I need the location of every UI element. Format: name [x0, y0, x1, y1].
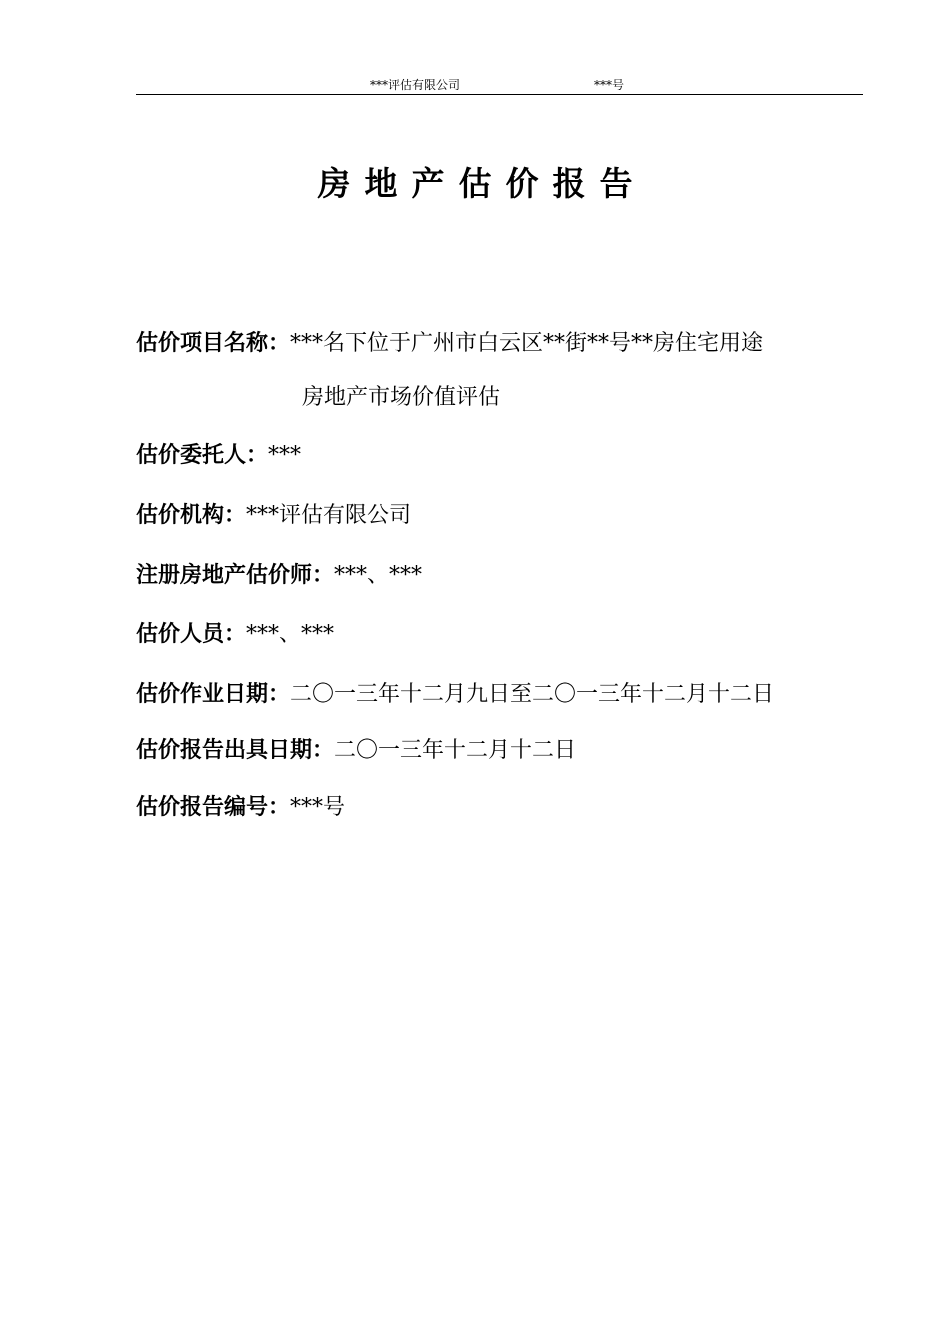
field-project-name [136, 328, 866, 359]
field-label: 估价报告编号： [136, 794, 291, 820]
field-institution [136, 500, 866, 531]
field-value: ***、*** [246, 622, 335, 647]
field-registered-appraiser [136, 560, 866, 591]
field-value: ***号 [290, 795, 346, 820]
field-label: 估价报告出具日期： [136, 737, 335, 763]
field-issue-date [136, 735, 866, 766]
field-project-name-continuation: 房地产市场价值评估 [302, 385, 501, 410]
field-work-date [136, 679, 866, 710]
field-label: 估价人员： [136, 621, 247, 647]
field-appraisers [136, 619, 866, 650]
field-value: *** [268, 443, 302, 468]
field-value: 二〇一三年十二月九日至二〇一三年十二月十二日 [290, 682, 775, 707]
field-value: ***、*** [334, 563, 423, 588]
header-company: ***评估有限公司 [370, 78, 461, 92]
field-report-number [136, 792, 866, 823]
report-title: 房地产估价报告 [317, 164, 647, 203]
field-client [136, 440, 866, 471]
field-value: ***名下位于广州市白云区**街**号**房住宅用途 [290, 331, 764, 356]
field-label: 估价项目名称： [136, 330, 291, 356]
field-label: 估价委托人： [136, 442, 269, 468]
field-value: 二〇一三年十二月十二日 [334, 738, 577, 763]
field-label: 注册房地产估价师： [136, 562, 335, 588]
header-number: ***号 [594, 78, 625, 92]
page-header [136, 72, 863, 95]
field-label: 估价作业日期： [136, 681, 291, 707]
field-label: 估价机构： [136, 502, 247, 528]
field-value: ***评估有限公司 [246, 503, 412, 528]
